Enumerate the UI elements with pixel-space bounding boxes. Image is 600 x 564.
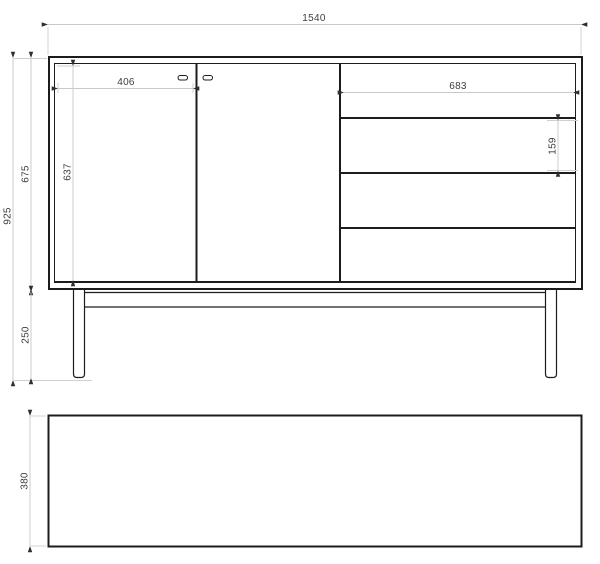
right-leg — [546, 289, 557, 378]
dimension-door-height — [57, 66, 80, 280]
top-view-outline — [49, 416, 582, 547]
dimension-label: 925 — [2, 207, 14, 225]
dimension-label: 406 — [117, 77, 135, 88]
right-door-handle-icon — [203, 76, 213, 81]
dimension-drawer-width — [344, 81, 573, 93]
dimension-drawer-front-height — [547, 121, 578, 171]
dimension-total-height — [3, 58, 93, 381]
dimension-door-width — [58, 77, 193, 93]
dimension-label: 675 — [20, 165, 32, 183]
dimension-body-height — [21, 58, 32, 289]
dimension-label: 380 — [19, 472, 31, 490]
top-view — [49, 416, 582, 547]
left-door-handle-icon — [178, 76, 188, 81]
left-leg — [74, 289, 85, 378]
dimension-label: 159 — [547, 137, 559, 155]
dimension-total-width — [48, 13, 581, 55]
dimension-depth — [20, 416, 47, 546]
front-view — [49, 57, 582, 378]
dimension-label: 683 — [449, 81, 467, 92]
dimension-leg-height — [21, 292, 32, 378]
dimension-label: 1540 — [302, 13, 326, 24]
dimension-label: 637 — [62, 163, 74, 181]
dimension-label: 250 — [20, 326, 32, 344]
